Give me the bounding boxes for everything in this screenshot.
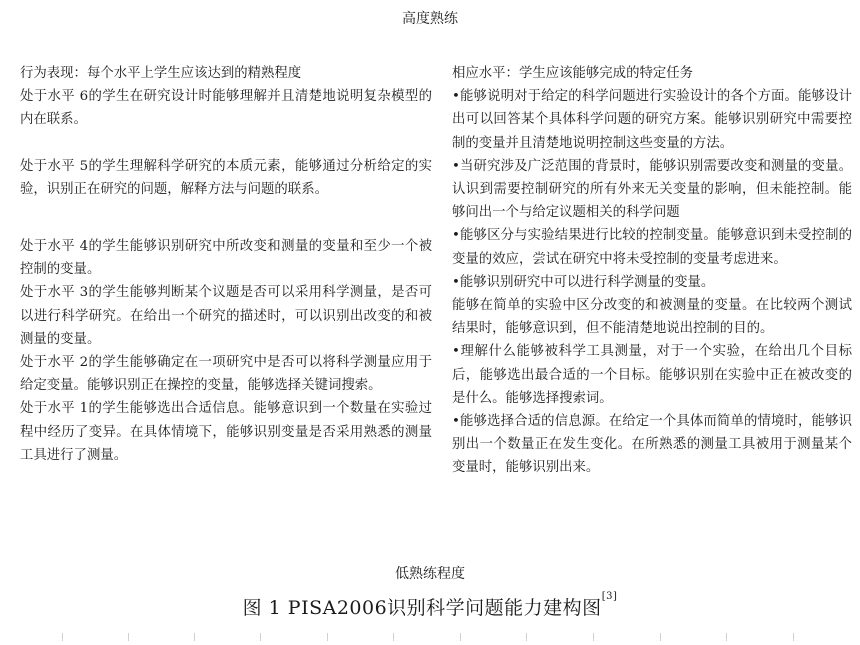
task-level1: •能够选择合适的信息源。在给定一个具体而简单的情境时，能够识别出一个数量正在发生变化。在所熟悉的测量工具被用于测量某个变量时，能够识别出来。 bbox=[452, 414, 852, 476]
tick-mark bbox=[128, 633, 129, 641]
tick-mark bbox=[260, 633, 261, 641]
task-level3-extra: 能够在简单的实验中区分改变的和被测量的变量。在比较两个测试结果时，能够意识到，但不能清楚地说出控制的目的。 bbox=[452, 298, 852, 337]
level4-description: 处于水平 4的学生能够识别研究中所改变和测量的变量和至少一个被控制的变量。 bbox=[20, 239, 432, 278]
level1-description: 处于水平 1的学生能够选出合适信息。能够意识到一个数量在实验过程中经历了变异。在具体情境下，能够识别变量是否采用熟悉的测量工具进行了测量。 bbox=[20, 401, 432, 463]
tick-mark bbox=[593, 633, 594, 641]
task-level4: •能够区分与实验结果进行比较的控制变量。能够意识到未受控制的变量的效应，尝试在研究中将未受控制的变量考虑进来。 bbox=[452, 228, 852, 267]
tick-mark bbox=[660, 633, 661, 641]
bottom-label: 低熟练程度 bbox=[395, 566, 465, 582]
tick-mark bbox=[726, 633, 727, 641]
tick-mark bbox=[526, 633, 527, 641]
task-level2: •理解什么能够被科学工具测量，对于一个实验，在给出几个目标后，能够选出最合适的一个目标。能够识别在实验中正在被改变的是什么。能够选择搜索词。 bbox=[452, 344, 852, 406]
level2-description: 处于水平 2的学生能够确定在一项研究中是否可以将科学测量应用于给定变量。能够识别正在操控的变量，能够选择关键词搜索。 bbox=[20, 355, 432, 394]
tick-mark bbox=[460, 633, 461, 641]
tick-mark bbox=[194, 633, 195, 641]
tick-mark bbox=[62, 633, 63, 641]
caption-text: 图 1 PISA2006识别科学问题能力建构图 bbox=[242, 597, 602, 619]
right-header: 相应水平：学生应该能够完成的特定任务 bbox=[452, 66, 694, 81]
scan-ticks bbox=[0, 633, 860, 641]
tick-mark bbox=[393, 633, 394, 641]
tick-mark bbox=[327, 633, 328, 641]
task-level6: •能够说明对于给定的科学问题进行实验设计的各个方面。能够设计出可以回答某个具体科学问题的研究方案。能够识别研究中需要控制的变量并且清楚地说明控制这些变量的方法。 bbox=[452, 89, 852, 151]
level5-description: 处于水平 5的学生理解科学研究的本质元素，能够通过分析给定的实验，识别正在研究的问题，解释方法与问题的联系。 bbox=[20, 158, 432, 197]
level6-description: 处于水平 6的学生在研究设计时能够理解并且清楚地说明复杂模型的内在联系。 bbox=[20, 89, 432, 128]
figure-caption bbox=[0, 593, 860, 620]
top-label: 高度熟练 bbox=[402, 11, 458, 27]
left-header: 行为表现：每个水平上学生应该达到的精熟程度 bbox=[20, 66, 302, 81]
level3-description: 处于水平 3的学生能够判断某个议题是否可以采用科学测量，是否可以进行科学研究。在给出一个研究的描述时，可以识别出改变的和被测量的变量。 bbox=[20, 285, 432, 347]
tick-mark bbox=[793, 633, 794, 641]
task-level5: •当研究涉及广泛范围的背景时，能够识别需要改变和测量的变量。认识到需要控制研究的所有外来无关变量的影响，但未能控制。能够问出一个与给定议题相关的科学问题 bbox=[452, 158, 852, 221]
caption-reference: [3] bbox=[601, 591, 618, 602]
left-column bbox=[20, 62, 432, 467]
right-column bbox=[452, 62, 852, 480]
task-level3: •能够识别研究中可以进行科学测量的变量。 bbox=[452, 274, 715, 290]
